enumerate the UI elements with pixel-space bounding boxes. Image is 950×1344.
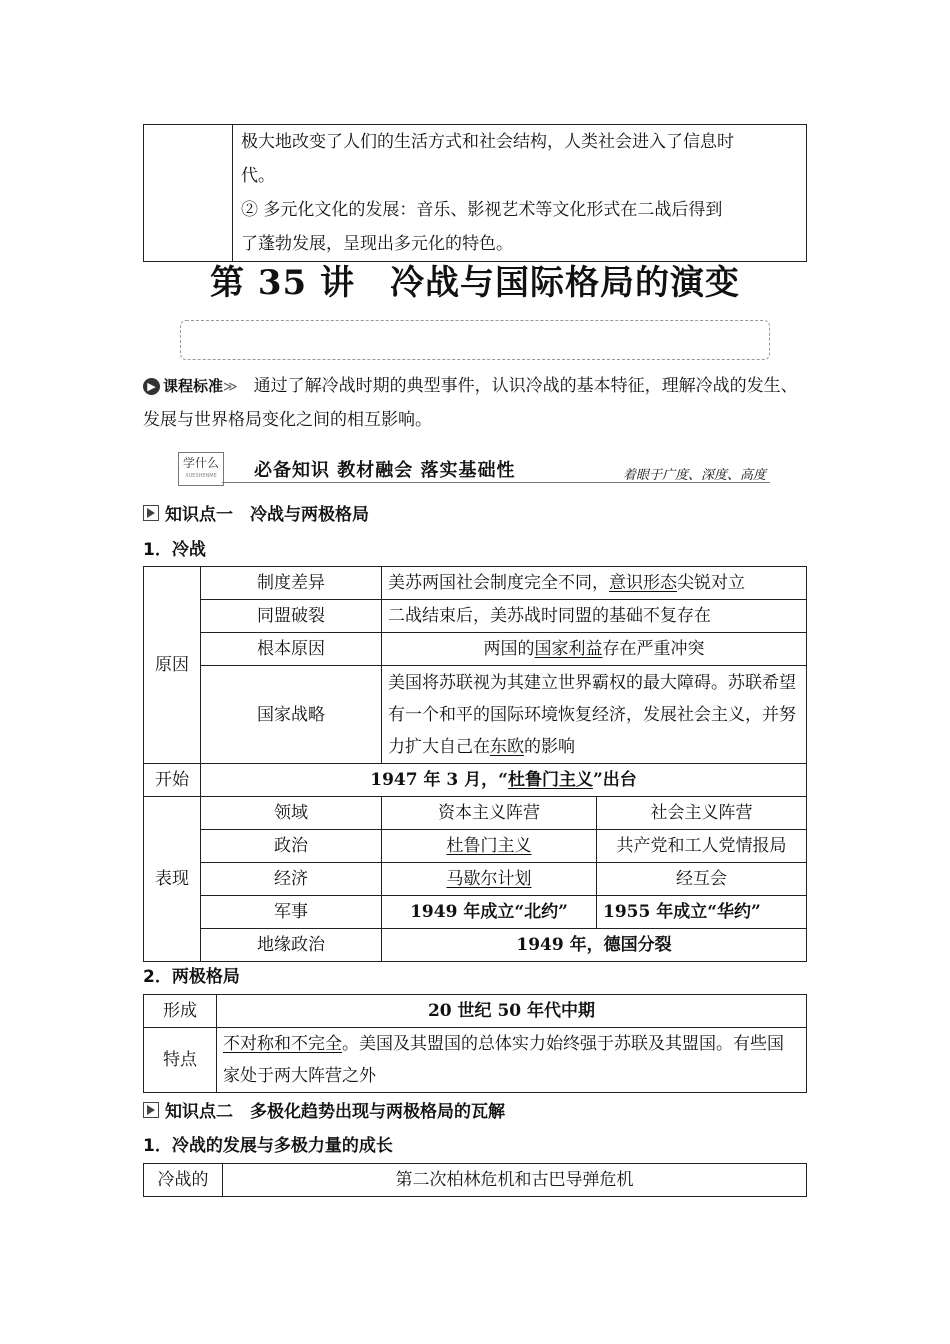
continuation-line: ② 多元化文化的发展：音乐、影视艺术等文化形式在二战后得到 <box>241 200 723 220</box>
empty-cell <box>144 125 233 262</box>
cap-cell: 1949 年成立“北约” <box>382 896 597 929</box>
continuation-line: 代。 <box>241 166 275 186</box>
row-label: 政治 <box>201 830 382 863</box>
start-label: 开始 <box>144 764 201 797</box>
play-box-icon <box>143 1102 159 1118</box>
text-part: 存在严重冲突 <box>602 639 705 659</box>
section-banner <box>178 452 770 490</box>
row-label: 国家战略 <box>201 666 382 764</box>
banner-icon-text: 学什么 <box>182 456 219 470</box>
banner-subtitle: 着眼于广度、深度、高度 <box>622 468 766 483</box>
start-text <box>201 764 807 797</box>
cold-war-table <box>143 566 807 962</box>
banner-divider <box>222 482 770 483</box>
dashed-placeholder-box <box>180 320 770 360</box>
continuation-text-cell <box>233 125 807 262</box>
underlined-term: 杜鲁门主义 <box>507 770 593 790</box>
feature-text <box>217 1028 807 1093</box>
section-cold-war-heading: 1．冷战 <box>143 540 206 560</box>
course-standard <box>143 370 807 437</box>
text-part: 1947 年 3 月，“ <box>370 770 508 790</box>
kp2-title: 知识点二 多极化趋势出现与两极格局的瓦解 <box>165 1102 505 1122</box>
underlined-term: 东欧 <box>490 736 524 757</box>
play-box-icon <box>143 505 159 521</box>
text-part: 美苏两国社会制度完全不同， <box>388 573 609 593</box>
row-label: 冷战的 <box>144 1164 223 1197</box>
continuation-line: 了蓬勃发展，呈现出多元化的特色。 <box>241 234 513 254</box>
knowledge-point-1-heading <box>143 500 369 525</box>
continuation-line: 极大地改变了人们的生活方式和社会结构，人类社会进入了信息时 <box>241 132 734 152</box>
text-part: 。美国及其盟国的总体实力始终强于苏联及其盟国。有些国家处于两大阵营之外 <box>223 1034 784 1086</box>
performance-cell: 表现 <box>144 797 201 962</box>
cause-cell: 原因 <box>144 567 201 764</box>
section-bipolar-heading: 2．两极格局 <box>143 967 240 987</box>
text-part: 尖锐对立 <box>677 573 745 593</box>
banner-icon-small: XUESHENME <box>185 473 217 479</box>
row-label: 军事 <box>201 896 382 929</box>
cold-war-development-table <box>143 1163 807 1197</box>
row-text <box>382 633 807 666</box>
column-header: 领域 <box>201 797 382 830</box>
lecture-title: 第 35 讲 冷战与国际格局的演变 <box>210 263 740 303</box>
standard-bullet-icon: ▶ <box>143 378 160 395</box>
underlined-term: 马歇尔计划 <box>446 869 532 889</box>
bipolar-table <box>143 994 807 1093</box>
text-part: ”出台 <box>592 770 637 790</box>
row-text: 第二次柏林危机和古巴导弹危机 <box>223 1164 807 1197</box>
text-part: 两国的 <box>483 639 535 659</box>
feature-label: 特点 <box>144 1028 217 1093</box>
form-label: 形成 <box>144 995 217 1028</box>
underlined-term: 不对称和不完全 <box>223 1034 342 1054</box>
form-text: 20 世纪 50 年代中期 <box>217 995 807 1028</box>
kp1-title: 知识点一 冷战与两极格局 <box>165 505 369 525</box>
row-text: 二战结束后，美苏战时同盟的基础不复存在 <box>382 600 807 633</box>
continuation-table <box>143 124 807 262</box>
text-part: 美国将苏联视为其建立世界霸权的最大障碍。苏联希望有一个和平的国际环境恢复经济，发展社会主义，并努力扩大自己在 <box>388 672 796 757</box>
row-text <box>382 666 807 764</box>
soc-cell: 经互会 <box>597 863 807 896</box>
soc-cell: 1955 年成立“华约” <box>597 896 807 929</box>
underlined-term: 意识形态 <box>609 573 677 593</box>
course-standard-label: 课程标准 <box>163 377 224 395</box>
course-standard-text: 通过了解冷战时期的典型事件，认识冷战的基本特征，理解冷战的发生、发展与世界格局变化之间的相互影响。 <box>143 376 798 430</box>
row-label: 根本原因 <box>201 633 382 666</box>
underlined-term: 国家利益 <box>534 639 603 659</box>
row-label: 地缘政治 <box>201 929 382 962</box>
row-label: 制度差异 <box>201 567 382 600</box>
column-header: 社会主义阵营 <box>597 797 807 830</box>
geo-text: 1949 年，德国分裂 <box>382 929 807 962</box>
banner-title: 必备知识 教材融会 落实基础性 <box>254 460 516 481</box>
soc-cell: 共产党和工人党情报局 <box>597 830 807 863</box>
text-part: 的影响 <box>524 736 575 757</box>
row-text <box>382 567 807 600</box>
knowledge-point-2-heading <box>143 1097 505 1122</box>
cap-cell <box>382 830 597 863</box>
column-header: 资本主义阵营 <box>382 797 597 830</box>
row-label: 同盟破裂 <box>201 600 382 633</box>
study-logo-icon <box>178 452 224 486</box>
double-chevron-icon: ≫ <box>223 379 238 395</box>
section-multipolar-heading: 1．冷战的发展与多极力量的成长 <box>143 1136 393 1156</box>
underlined-term: 杜鲁门主义 <box>446 836 532 856</box>
cap-cell <box>382 863 597 896</box>
row-label: 经济 <box>201 863 382 896</box>
